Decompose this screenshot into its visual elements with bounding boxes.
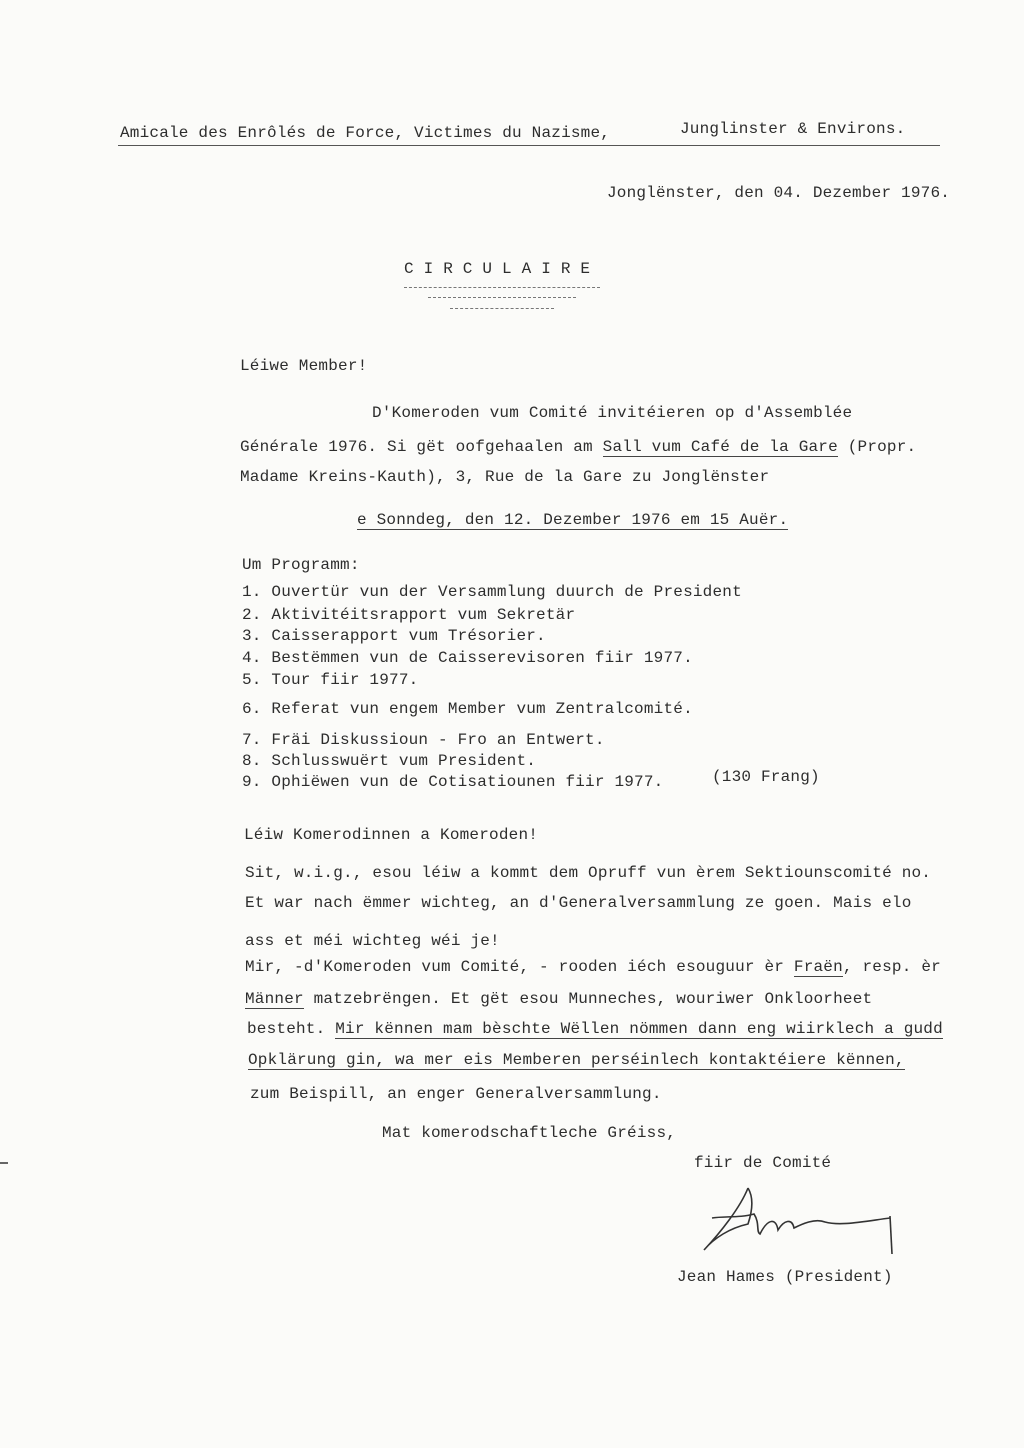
program-item: 7. Fräi Diskussioun - Fro an Entwert. <box>242 731 605 749</box>
header-organization: Amicale des Enrôlés de Force, Victimes du Nazisme, <box>120 124 611 142</box>
underlined-word: Fraën <box>793 958 843 976</box>
body-text: matzebrëngen. Et gët esou Munneches, wouriwer Onkloorheet <box>303 990 873 1008</box>
underlined-phrase: Mir kënnen mam bèschte Wëllen nömmen dann eng wiirklech a gudd <box>335 1020 943 1038</box>
program-item: 5. Tour fiir 1977. <box>242 671 419 689</box>
underlined-word: Männer <box>245 990 304 1008</box>
membership-fee-note: (130 Frang) <box>712 768 820 786</box>
body-line: Sit, w.i.g., esou léiw a kommt dem Opruff vun èrem Sektiounscomité no. <box>245 864 932 882</box>
on-behalf-of: fiir de Comité <box>694 1154 832 1172</box>
place-date: Jonglënster, den 04. Dezember 1976. <box>607 184 951 202</box>
intro-text: (Propr. <box>837 438 917 456</box>
program-item: 6. Referat vun engem Member vum Zentralcomité. <box>242 700 693 718</box>
title-rule <box>404 287 600 288</box>
body-text: Mir, -d'Komeroden vum Comité, - rooden iéch esouguur èr <box>245 958 794 976</box>
program-heading: Um Programm: <box>242 556 360 574</box>
header-rule <box>118 145 940 146</box>
salutation: Léiwe Member! <box>240 357 368 375</box>
body-line: ass et méi wichteg wéi je! <box>245 932 500 950</box>
body-line: Opklärung gin, wa mer eis Memberen perséinlech kontaktéiere kënnen, <box>248 1051 905 1069</box>
closing-greeting: Mat komerodschaftleche Gréiss, <box>382 1124 677 1142</box>
intro-line: Madame Kreins-Kauth), 3, Rue de la Gare zu Jonglënster <box>240 468 770 486</box>
body-line: Et war nach ëmmer wichteg, an d'Generalversammlung ze goen. Mais elo <box>245 894 912 912</box>
signatory-name: Jean Hames (President) <box>677 1268 893 1286</box>
body-line <box>245 958 941 976</box>
second-salutation: Léiw Komerodinnen a Komeroden! <box>244 826 539 844</box>
handwritten-signature <box>690 1178 900 1258</box>
body-line <box>245 990 872 1008</box>
title-rule <box>450 308 554 309</box>
program-item: 2. Aktivitéitsrapport vum Sekretär <box>242 606 576 624</box>
body-text: besteht. <box>247 1020 336 1038</box>
circulaire-title: C I R C U L A I R E <box>404 260 591 278</box>
intro-text: Générale 1976. Si gët oofgehaalen am <box>240 438 603 456</box>
meeting-date: e Sonndeg, den 12. Dezember 1976 em 15 Auër. <box>357 511 789 529</box>
program-item: 3. Caisserapport vum Trésorier. <box>242 627 546 645</box>
program-item: 1. Ouvertür vun der Versammlung duurch de President <box>242 583 742 601</box>
intro-line: D'Komeroden vum Comité invitéieren op d'Assemblée <box>372 404 853 422</box>
title-rule <box>428 297 576 298</box>
program-item: 4. Bestëmmen vun de Caisserevisoren fiir 1977. <box>242 649 693 667</box>
header-region: Junglinster & Environs. <box>680 120 906 138</box>
body-line: zum Beispill, an enger Generalversammlung. <box>250 1085 662 1103</box>
program-item: 9. Ophiëwen vun de Cotisatiounen fiir 1977. <box>242 773 664 791</box>
body-line <box>247 1020 943 1038</box>
intro-line <box>240 438 916 456</box>
punch-mark <box>0 1162 8 1164</box>
program-item: 8. Schlusswuërt vum President. <box>242 752 537 770</box>
body-text: , resp. èr <box>842 958 941 976</box>
venue-name: Sall vum Café de la Gare <box>602 438 838 456</box>
